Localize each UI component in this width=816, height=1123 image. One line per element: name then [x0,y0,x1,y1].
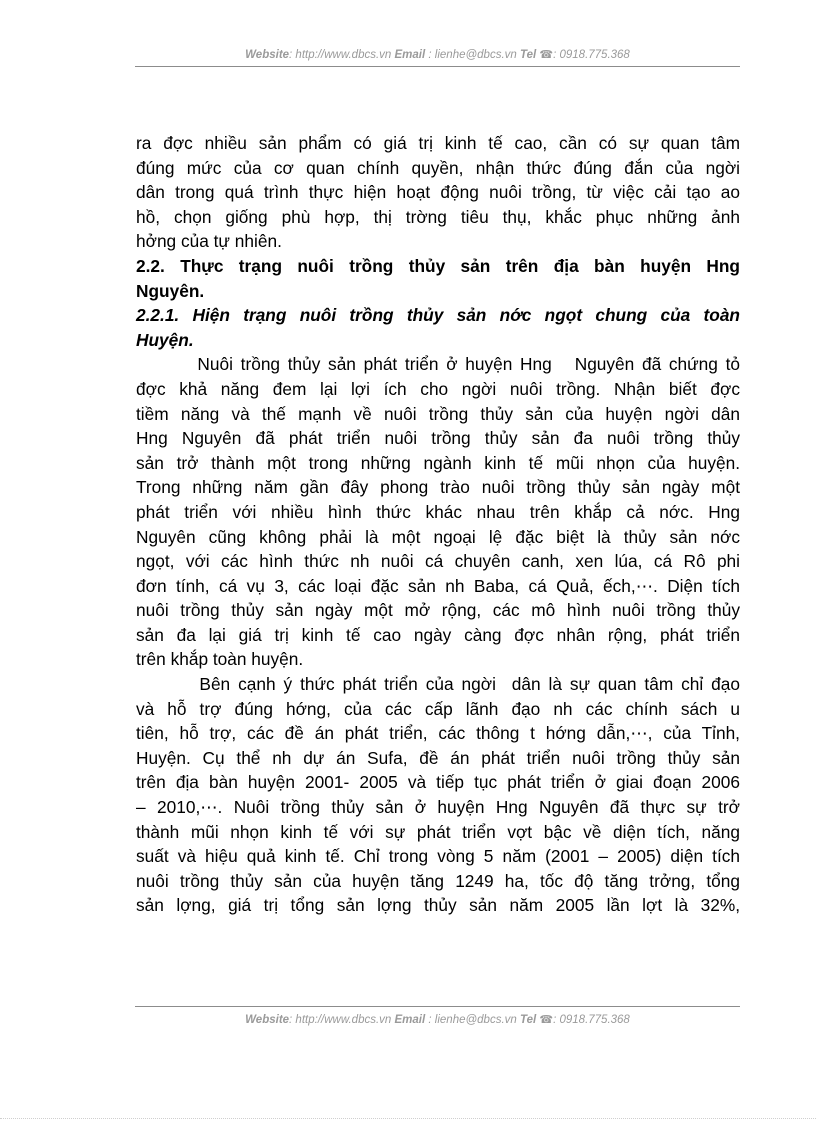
text-line: Nguyên cũng không phải là một ngoại lệ đặc biệt là thủy sản nớc [136,526,740,547]
text-line: nuôi trồng thủy sản của huyện tăng 1249 ha, tốc độ tăng trởng, tổng [136,870,740,891]
text-line: ra đợc nhiều sản phẩm có giá trị kinh tế cao, cần có sự quan tâm [136,133,740,153]
text-line: Nuôi trồng thủy sản phát triển ở huyện Hng Nguyên đã chứng tỏ [136,354,740,375]
page-header [135,48,740,62]
section-heading-2-2-1 [136,303,740,352]
header-website-label: Website [245,49,290,61]
footer-rule [135,1006,740,1007]
text-line: Bên cạnh ý thức phát triển của ngời dân là sự quan tâm chỉ đạo [136,674,740,695]
document-body [136,131,740,918]
text-line: sản đa lại giá trị kinh tế cao ngày càng đợc nhân rộng, phát triển [136,624,740,645]
text-line: thành mũi nhọn kinh tế với sự phát triển vợt bậc về diện tích, năng [136,821,740,842]
text-line: đợc khả năng đem lại lợi ích cho ngời nuôi trồng. Nhận biết đợc [136,378,740,399]
text-line: Trong những năm gần đây phong trào nuôi trồng thủy sản ngày một [136,477,740,498]
header-tel: : 0918.775.368 [553,49,630,61]
paragraph-3 [136,672,740,918]
paragraph-2 [136,352,740,672]
header-email[interactable]: : lienhe@dbcs.vn [425,49,520,61]
footer-website-url[interactable]: : http://www.dbcs.vn [289,1014,395,1026]
page-footer [135,1013,740,1027]
text-line: tiên, hỗ trợ, các đề án phát triển, các thông t hớng dẫn,⋯, của Tỉnh, [136,723,740,744]
text-line: tiềm năng và thế mạnh về nuôi trồng thủy sản của huyện ngời dân [136,403,740,424]
footer-tel-label: Tel [519,1014,537,1026]
text-line: trên khắp toàn huyện. [136,649,304,670]
phone-icon: ☎ [539,1014,554,1026]
text-line: sản trở thành một trong những ngành kinh tế mũi nhọn của huyện. [136,452,740,473]
text-line: hởng của tự nhiên. [136,231,282,252]
text-line: suất và hiệu quả kinh tế. Chỉ trong vòng 5 năm (2001 – 2005) diện tích [136,846,740,867]
text-line: hồ, chọn giống phù hợp, thị trờng tiêu thụ, khắc phục những ảnh [136,206,740,227]
text-line: trên địa bàn huyện 2001- 2005 và tiếp tục phát triển ở giai đoạn 2006 [136,772,740,793]
header-website-url[interactable]: : http://www.dbcs.vn [289,49,395,61]
text-line: Hng Nguyên đã phát triển nuôi trồng thủy sản đa nuôi trồng thủy [136,428,740,449]
text-line: phát triển với nhiều hình thức khác nhau trên khắp cả nớc. Hng [136,501,740,522]
footer-email[interactable]: : lienhe@dbcs.vn [425,1014,520,1026]
text-line: ngọt, với các hình thức nh nuôi cá chuyên canh, xen lúa, cá Rô phi [136,551,740,572]
text-line: đơn tính, cá vụ 3, các loại đặc sản nh Baba, cá Quả, ếch,⋯. Diện tích [136,575,740,596]
header-tel-label: Tel [519,49,537,61]
header-rule [135,66,740,67]
heading-line: 2.2.1. Hiện trạng nuôi trồng thủy sản nớc ngọt chung của toàn [136,305,740,326]
section-heading-2-2 [136,254,740,303]
text-line: nuôi trồng thủy sản ngày một mở rộng, các mô hình nuôi trồng thủy [136,600,740,621]
text-line: Huyện. Cụ thể nh dự án Sufa, đề án phát triển nuôi trồng thủy sản [136,747,740,768]
text-line: dân trong quá trình thực hiện hoạt động nuôi trồng, từ việc cải tạo ao [136,182,740,203]
page-bottom-edge [0,1118,816,1119]
text-line: đúng mức của cơ quan chính quyền, nhận thức đúng đắn của ngời [136,157,740,178]
footer-website-label: Website [245,1014,290,1026]
footer-email-label: Email [394,1014,426,1026]
heading-line: Huyện. [136,329,194,350]
footer-tel: : 0918.775.368 [553,1014,630,1026]
header-email-label: Email [394,49,426,61]
heading-line: Nguyên. [136,280,205,301]
heading-line: 2.2. Thực trạng nuôi trồng thủy sản trên địa bàn huyện Hng [136,255,740,276]
paragraph-1 [136,131,740,254]
text-line: – 2010,⋯. Nuôi trồng thủy sản ở huyện Hng Nguyên đã thực sự trở [136,797,740,818]
phone-icon: ☎ [539,49,554,61]
text-line: và hỗ trợ đúng hớng, của các cấp lãnh đạo nh các chính sách u [136,698,740,719]
text-line: sản lợng, giá trị tổng sản lợng thủy sản năm 2005 lần lợt là 32%, [136,895,740,916]
